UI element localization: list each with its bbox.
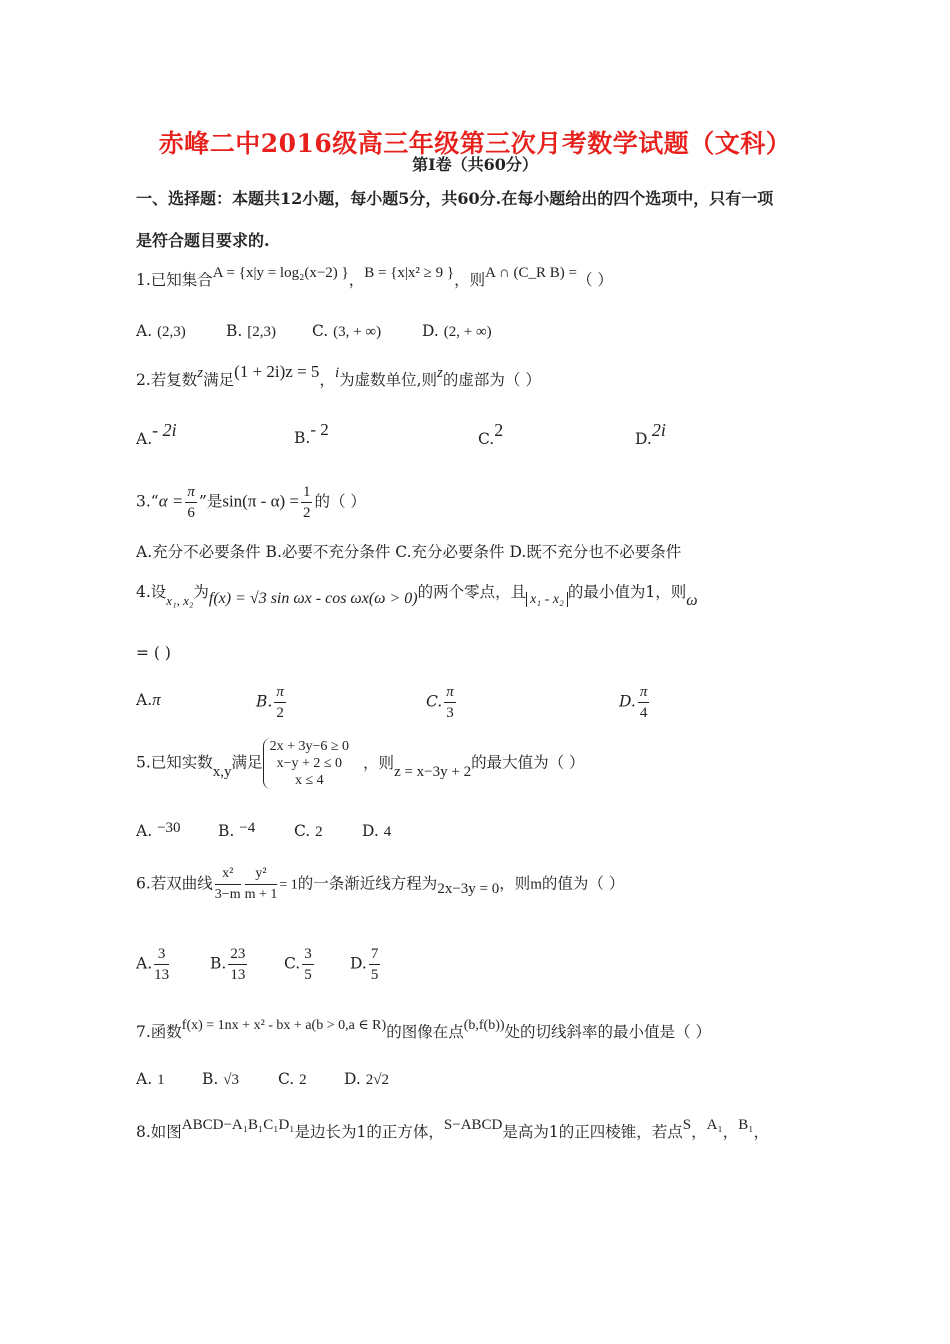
q2-prefix: 2.若复数 [136, 371, 198, 389]
q1-option-b [226, 322, 276, 341]
option-fraction [154, 944, 169, 985]
option-label: D. [350, 954, 367, 973]
denominator: 5 [304, 967, 312, 983]
option-fraction [444, 682, 456, 723]
option-fraction [302, 944, 314, 985]
q4-option-b [256, 682, 288, 723]
q3-options: A.充分不必要条件 B.必要不充分条件 C.充分必要条件 D.既不充分也不必要条件 [136, 543, 682, 561]
q2-i: i [334, 365, 340, 381]
q7-option-a [136, 1070, 165, 1089]
option-label: D. [362, 822, 379, 840]
constraint: x−y + 2 ≤ 0 [276, 756, 343, 771]
option-value: - 2i [152, 420, 177, 440]
denominator: 5 [370, 967, 379, 983]
q7-option-b [202, 1070, 239, 1089]
q8-mid: 是边长为1的正方体， [294, 1123, 444, 1141]
denominator: 13 [230, 967, 246, 983]
q1-expr: A ∩ (C_R B) = [485, 265, 577, 281]
q3-fraction-pi-6 [185, 482, 197, 523]
option-label: A. [136, 822, 153, 840]
q3-fraction-half [301, 482, 313, 523]
option-value: 4 [383, 824, 392, 840]
q8-prefix: 8.如图 [136, 1123, 182, 1141]
option-value: −30 [157, 820, 181, 836]
q1-then: ，则 [454, 271, 486, 289]
option-label: C. [312, 322, 329, 340]
numerator: π [185, 482, 197, 503]
option-fraction [369, 944, 381, 985]
q2-satisfies: 满足 [203, 371, 235, 389]
q1-set-a: A = {x|y = log₂(x−2) } [212, 265, 349, 281]
q4-prefix: 4.设 [136, 583, 167, 601]
numerator: π [274, 682, 286, 703]
option-value: [2,3) [247, 324, 277, 340]
option-fraction [274, 682, 286, 723]
q1-option-a [136, 322, 186, 341]
option-label: D. [619, 692, 636, 711]
denominator: 6 [187, 505, 195, 521]
option-value: - 2 [310, 420, 329, 439]
numerator: 3 [154, 944, 169, 965]
q6-eq-one: = 1 [279, 877, 298, 893]
option-value: 2 [299, 1072, 307, 1088]
option-value: (3, + ∞) [333, 324, 382, 340]
constraint: 2x + 3y−6 ≥ 0 [269, 739, 350, 754]
q6-option-d [350, 944, 382, 985]
q2-option-c [478, 420, 504, 449]
option-label: A. [136, 322, 153, 340]
question-7 [136, 1020, 711, 1042]
q8-point-s: S [682, 1117, 692, 1133]
q6-option-a [136, 944, 171, 985]
q8-sep: ， [753, 1123, 769, 1141]
q4-option-d [619, 682, 651, 723]
q7-option-c [278, 1070, 307, 1089]
question-1 [136, 265, 613, 290]
section-instructions-cont: 是符合题目要求的. [136, 231, 270, 250]
q6-mid: 的一条渐近线方程为 [297, 874, 438, 893]
option-label: D. [635, 430, 652, 448]
q1-option-d [422, 322, 492, 341]
q2-equation: (1 + 2i)z = 5 [234, 362, 320, 381]
q4-abs-diff: x₁ - x₂ [526, 592, 568, 607]
q7-prefix: 7.函数 [136, 1023, 182, 1041]
q8-point-b1: B₁ [738, 1117, 754, 1133]
q6-fraction-y2 [245, 864, 278, 905]
constraint: x ≤ 4 [294, 773, 324, 788]
q3-alpha: α = [158, 491, 184, 511]
denominator: 4 [639, 705, 648, 721]
q5-tail: 的最大值为（ ） [471, 753, 585, 772]
q7-point: (b,f(b)) [463, 1018, 505, 1033]
q3-mid: ”是 [198, 492, 223, 511]
denominator: 3 [446, 705, 454, 721]
q6-fraction-x2 [215, 864, 241, 905]
q2-z2: z [437, 365, 443, 381]
q4-function: f(x) = √3 sin ωx - cos ωx(ω > 0) [208, 590, 418, 607]
q5-then: ，则 [363, 753, 395, 772]
option-label: C. [294, 822, 311, 840]
q4-answer-paren: = ( ) [136, 644, 171, 662]
denominator: m + 1 [244, 887, 278, 902]
option-fraction [638, 682, 650, 723]
q3-sin-expr: sin(π - α) = [222, 491, 299, 511]
q2-mid: 为虚数单位,则 [339, 371, 438, 389]
q3-tail: 的（ ） [314, 492, 366, 511]
option-label: B. [218, 822, 235, 840]
question-5 [136, 738, 585, 789]
option-label: B. [202, 1070, 219, 1088]
numerator: 1 [301, 482, 313, 503]
option-value: (2, + ∞) [443, 324, 492, 340]
numerator: y² [245, 864, 278, 885]
option-value: 1 [157, 1072, 165, 1088]
question-6 [136, 864, 624, 905]
exam-subtitle: 第Ⅰ卷（共60分） [412, 155, 538, 174]
q2-option-a [136, 420, 177, 449]
q1-set-b: B = {x|x² ≥ 9 } [364, 265, 455, 281]
q6-m: m [530, 876, 542, 893]
denominator: 2 [276, 705, 284, 721]
option-value: 2 [315, 824, 323, 840]
q1-paren: （ ） [576, 271, 613, 289]
q5-option-a [136, 822, 181, 841]
q6-then: ，则 [499, 874, 531, 893]
option-label: C. [284, 954, 301, 973]
q8-pyramid: S−ABCD [443, 1117, 503, 1133]
q5-option-c [294, 822, 323, 841]
option-label: B. [210, 954, 227, 973]
denominator: 3−m [214, 887, 241, 902]
denominator: 2 [302, 505, 311, 521]
q4-option-c [426, 682, 458, 723]
option-value: π [152, 690, 161, 709]
q4-option-a [136, 690, 161, 710]
q5-satisfies: 满足 [231, 753, 263, 772]
q3-prefix: 3.“ [136, 492, 159, 511]
option-value: √3 [223, 1072, 239, 1088]
option-value: −4 [239, 820, 256, 836]
option-label: C. [426, 692, 443, 711]
q5-prefix: 5.已知实数 [136, 753, 213, 772]
q8-mid2: 是高为1的正四棱锥，若点 [502, 1123, 683, 1141]
q4-mid: 的两个零点，且 [417, 583, 527, 601]
option-fraction [228, 944, 247, 985]
q6-option-b [210, 944, 249, 985]
q6-tail: 的值为（ ） [541, 874, 625, 893]
q2-option-b [294, 420, 329, 448]
option-label: B. [294, 429, 311, 447]
option-label: C. [478, 430, 495, 448]
section-instructions: 一、选择题：本题共12小题，每小题5分，共60分.在每小题给出的四个选项中，只有一项 [136, 189, 774, 208]
q2-option-d [635, 420, 666, 449]
q4-vars: x₁, x₂ [166, 593, 194, 608]
q2-paren: （ ） [504, 371, 541, 389]
option-value: 2i [651, 420, 666, 440]
option-label: A. [136, 1070, 153, 1088]
q6-asymptote: 2x−3y = 0 [437, 880, 500, 897]
option-value: 2 [494, 420, 504, 440]
numerator: 23 [228, 944, 247, 965]
question-8 [136, 1117, 769, 1142]
q5-objective: z = x−3y + 2 [394, 763, 472, 780]
option-label: C. [278, 1070, 295, 1088]
q8-cube: ABCD−A₁B₁C₁D₁ [181, 1117, 295, 1133]
q5-constraint-system [263, 738, 349, 789]
q4-wei: 为 [193, 583, 209, 601]
q7-option-d [344, 1070, 389, 1089]
q7-mid: 的图像在点 [386, 1023, 464, 1041]
option-label: B. [226, 322, 243, 340]
option-label: A. [136, 691, 153, 709]
q4-omega: ω [686, 592, 698, 609]
question-3 [136, 482, 366, 523]
option-label: D. [422, 322, 439, 340]
q8-point-a1: A₁ [706, 1117, 723, 1133]
exam-title: 赤峰二中2016级高三年级第三次月考数学试题（文科） [158, 129, 792, 158]
q7-tail: 处的切线斜率的最小值是（ ） [504, 1023, 711, 1041]
q1-prefix: 1.已知集合 [136, 271, 213, 289]
question-4 [136, 580, 698, 609]
q2-tail: 的虚部为 [442, 371, 505, 389]
q8-sep: ， [722, 1123, 739, 1141]
denominator: 13 [154, 967, 170, 983]
q8-sep: ， [691, 1123, 707, 1141]
numerator: x² [215, 864, 241, 885]
q6-prefix: 6.若双曲线 [136, 874, 213, 893]
option-label: B. [256, 692, 273, 711]
q6-option-c [284, 944, 316, 985]
option-value: 2√2 [365, 1072, 389, 1088]
q4-tail: 的最小值为1，则 [567, 583, 687, 601]
q7-function: f(x) = 1nx + x² - bx + a(b > 0,a ∈ R) [181, 1018, 387, 1033]
q5-option-d [362, 822, 391, 841]
q5-option-b [218, 822, 255, 841]
option-label: D. [344, 1070, 361, 1088]
numerator: 3 [302, 944, 314, 965]
q2-z: z [197, 365, 204, 381]
q5-vars: x,y [212, 763, 232, 780]
numerator: 7 [369, 944, 381, 965]
option-label: A. [136, 954, 153, 973]
question-2: 2.若复数z满足(1 + 2i)z = 5，i为虚数单位,则z的虚部为（ ） [136, 362, 541, 389]
q1-option-c [312, 322, 381, 341]
option-label: A. [136, 430, 153, 448]
numerator: π [638, 682, 650, 703]
numerator: π [444, 682, 456, 703]
q1-comma: ， [348, 271, 365, 289]
option-value: (2,3) [157, 324, 186, 340]
